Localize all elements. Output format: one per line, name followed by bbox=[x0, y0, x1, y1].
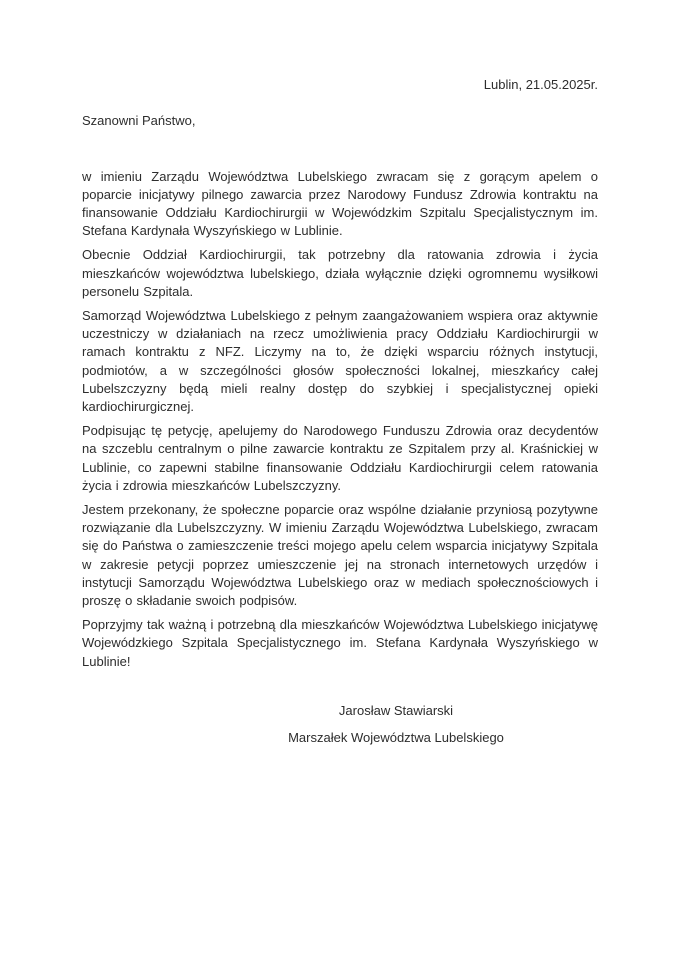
letter-paragraph-5: Jestem przekonany, że społeczne poparcie oraz wspólne działanie przyniosą pozytywne rozwiązanie dla Lubelszczyzny. W imieniu Zarządu Województwa Lubelskiego, zwracam się do Państwa o zamieszczenie treści mojego apelu celem wsparcia inicjatywy Szpitala w zakresie petycji poprzez umieszczenie jej na stronach internetowych urzędów i instytucji Samorządu Województwa Lubelskiego oraz w mediach społecznościowych i proszę o składanie swoich podpisów. bbox=[82, 501, 598, 609]
signature-block bbox=[194, 702, 598, 748]
letter-paragraph-4: Podpisując tę petycję, apelujemy do Narodowego Funduszu Zdrowia oraz decydentów na szczeblu centralnym o pilne zawarcie kontraktu ze Szpitalem przy al. Kraśnickiej w Lublinie, co zapewni stabilne finansowanie Oddziału Kardiochirurgii celem ratowania życia i zdrowia mieszkańców Lubelszczyzny. bbox=[82, 422, 598, 493]
signature-title: Marszałek Województwa Lubelskiego bbox=[288, 730, 504, 746]
signature-name: Jarosław Stawiarski bbox=[338, 702, 454, 718]
letter-paragraph-6: Poprzyjmy tak ważną i potrzebną dla mieszkańców Województwa Lubelskiego inicjatywę Wojewódzkiego Szpitala Specjalistycznego im. Stefana Kardynała Wyszyńskiego w Lublinie! bbox=[82, 616, 598, 669]
letter-paragraph-1: w imieniu Zarządu Województwa Lubelskiego zwracam się z gorącym apelem o poparcie inicjatywy pilnego zawarcia przez Narodowy Fundusz Zdrowia kontraktu na finansowanie Oddziału Kardiochirurgii w Wojewódzkim Szpitalu Specjalistycznym im. Stefana Kardynała Wyszyńskiego w Lublinie. bbox=[82, 168, 598, 239]
salutation: Szanowni Państwo, bbox=[82, 113, 196, 129]
letter-paragraph-3: Samorząd Województwa Lubelskiego z pełnym zaangażowaniem wspiera oraz aktywnie uczestniczy w działaniach na rzecz umożliwienia pracy Oddziału Kardiochirurgii w ramach kontraktu z NFZ. Liczymy na to, że dzięki wsparciu różnych instytucji, podmiotów, a w szczególności głosów społeczności lokalnej, mieszkańcy całej Lubelszczyzny będą mieli realny dostęp do szybkiej i specjalistycznej opieki kardiochirurgicznej. bbox=[82, 307, 598, 415]
date-line: Lublin, 21.05.2025r. bbox=[483, 77, 598, 92]
letter-paragraph-2: Obecnie Oddział Kardiochirurgii, tak potrzebny dla ratowania zdrowia i życia mieszkańców województwa lubelskiego, działa wyłącznie dzięki ogromnemu wysiłkowi personelu Szpitala. bbox=[82, 247, 598, 299]
